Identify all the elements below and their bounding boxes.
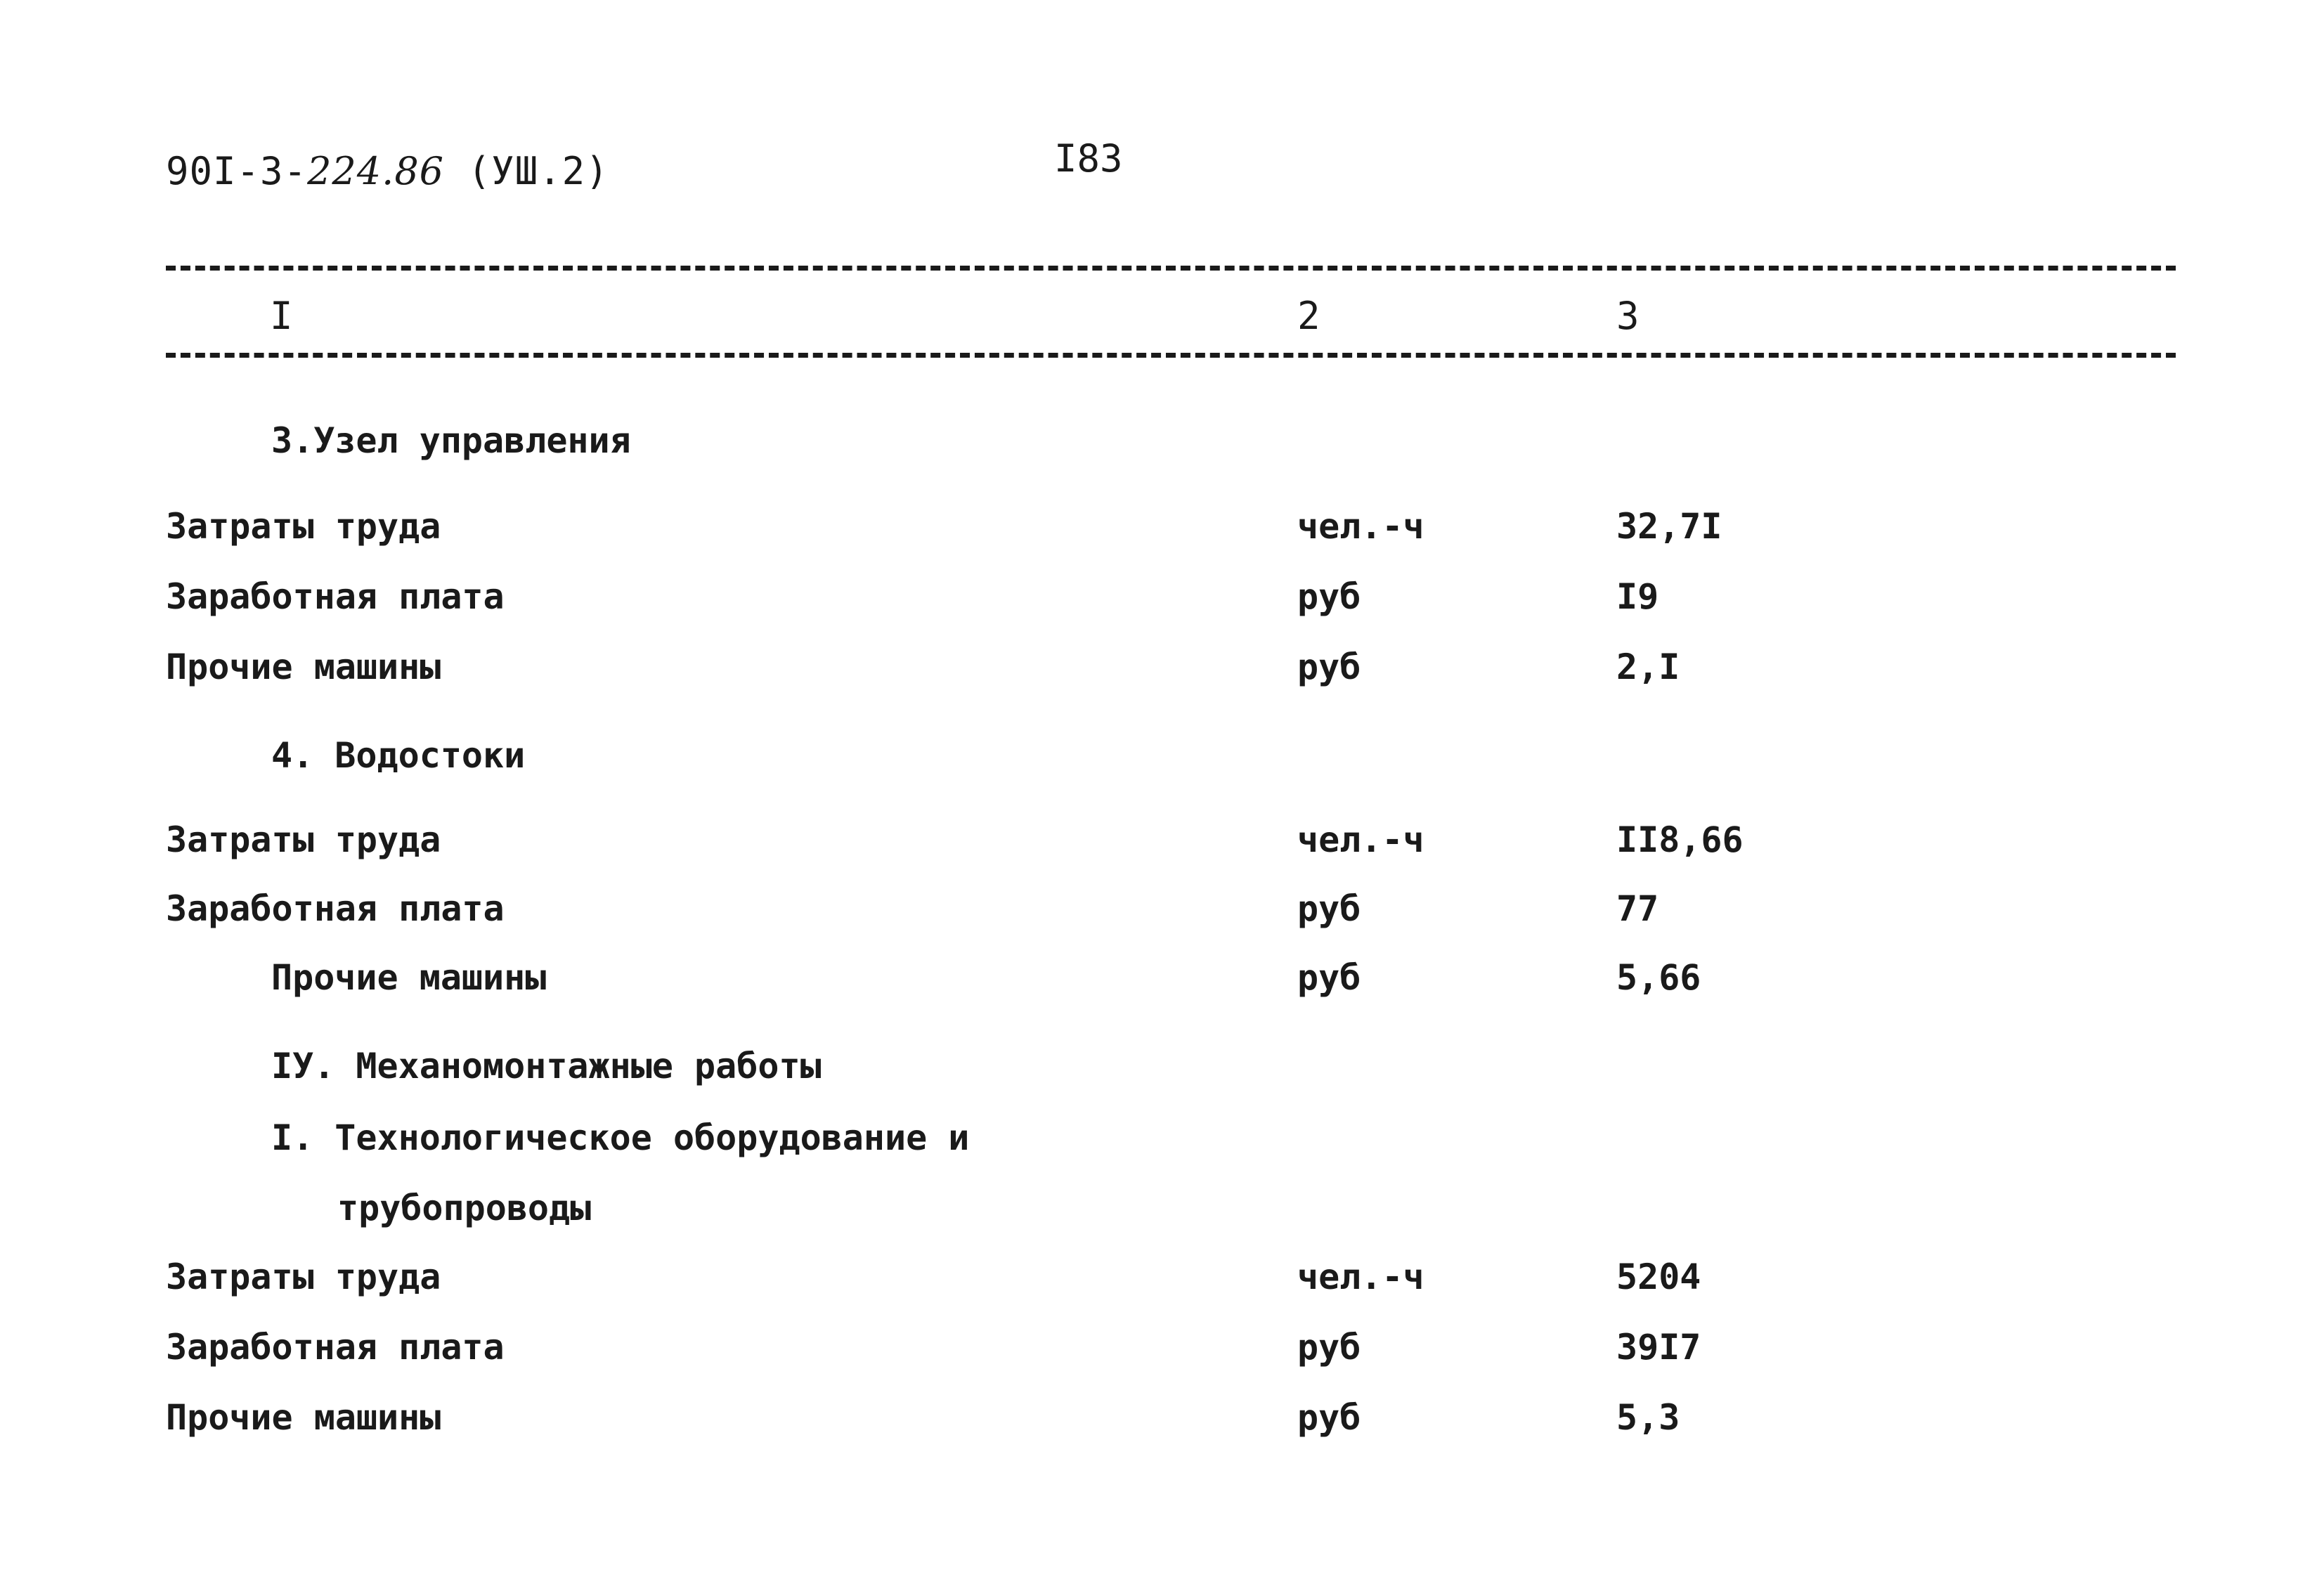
table-row — [0, 1327, 2324, 1376]
row-name: трубопроводы — [337, 1188, 592, 1228]
row-name: Заработная плата — [166, 1327, 505, 1368]
row-unit: чел.-ч — [1297, 819, 1424, 860]
row-name: 4. Водостоки — [271, 735, 526, 776]
table-row — [0, 1397, 2324, 1446]
row-value: 39I7 — [1616, 1327, 1701, 1368]
row-name: I. Технологическое оборудование и — [271, 1117, 970, 1158]
row-value: 32,7I — [1616, 506, 1722, 547]
row-unit: чел.-ч — [1297, 1257, 1424, 1297]
section-heading — [0, 735, 2324, 784]
row-value: 77 — [1616, 888, 1659, 929]
row-unit: руб — [1297, 888, 1361, 929]
table-header-bottom-rule — [166, 353, 2176, 358]
section-heading — [0, 1117, 2324, 1167]
document-code — [166, 149, 609, 193]
page-number: I83 — [1054, 136, 1123, 181]
row-unit: руб — [1297, 1397, 1361, 1438]
table-row — [0, 888, 2324, 937]
row-value: 2,I — [1616, 647, 1680, 687]
row-name: Прочие машины — [166, 1397, 441, 1438]
row-name: IУ. Механомонтажные работы — [271, 1046, 822, 1086]
row-name: Заработная плата — [166, 888, 505, 929]
row-unit: руб — [1297, 957, 1361, 998]
column-number-2: 2 — [1297, 294, 1320, 338]
column-number-1: I — [270, 294, 293, 338]
document-code-prefix: 90I-3- — [166, 149, 308, 193]
row-unit: чел.-ч — [1297, 506, 1424, 547]
section-heading — [0, 1046, 2324, 1095]
row-value: 5204 — [1616, 1257, 1701, 1297]
table-row — [0, 506, 2324, 555]
row-name: Затраты труда — [166, 819, 441, 860]
row-unit: руб — [1297, 647, 1361, 687]
table-row — [0, 1257, 2324, 1306]
row-name: Заработная плата — [166, 576, 505, 617]
document-code-part: (УШ.2) — [467, 149, 609, 193]
table-row — [0, 576, 2324, 625]
row-unit: руб — [1297, 576, 1361, 617]
row-name: 3.Узел управления — [271, 420, 631, 461]
row-name: Прочие машины — [166, 647, 441, 687]
table-row — [0, 647, 2324, 696]
row-value: II8,66 — [1616, 819, 1744, 860]
table-header-top-rule — [166, 266, 2176, 271]
row-value: 5,3 — [1616, 1397, 1680, 1438]
table-row — [0, 819, 2324, 869]
section-heading — [0, 420, 2324, 469]
table-row — [0, 957, 2324, 1006]
row-name: Затраты труда — [166, 1257, 441, 1297]
column-number-3: 3 — [1616, 294, 1640, 338]
row-value: I9 — [1616, 576, 1659, 617]
row-name: Затраты труда — [166, 506, 441, 547]
row-value: 5,66 — [1616, 957, 1701, 998]
row-name: Прочие машины — [271, 957, 547, 998]
document-code-handwritten: 224.86 — [307, 149, 445, 193]
section-heading — [0, 1188, 2324, 1237]
row-unit: руб — [1297, 1327, 1361, 1368]
